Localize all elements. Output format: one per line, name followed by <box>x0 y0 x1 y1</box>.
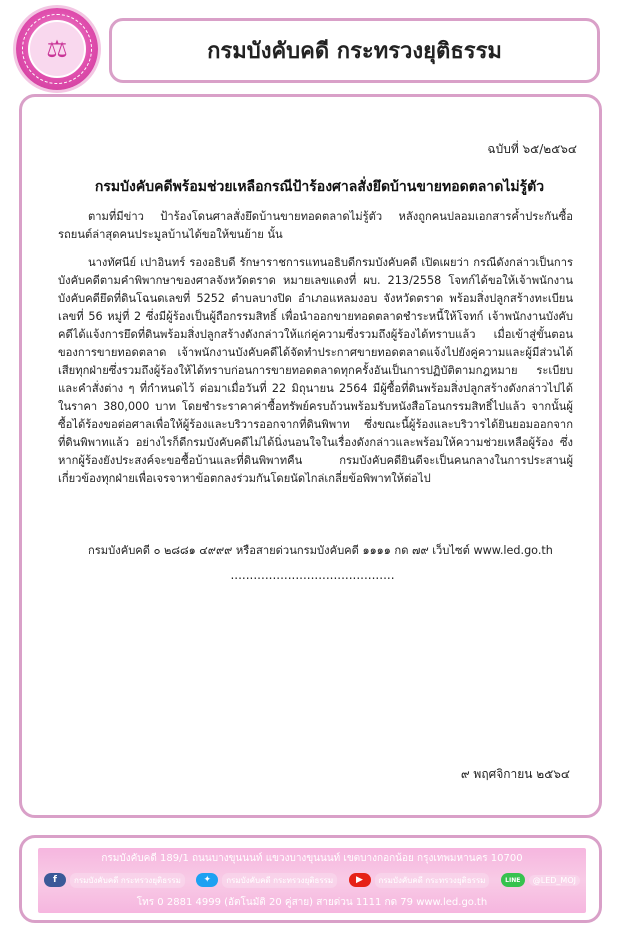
news-headline: กรมบังคับคดีพร้อมช่วยเหลือกรณีป้าร้องศาลสั่งยึดบ้านขายทอดตลาดไม่รู้ตัว <box>94 179 545 195</box>
line-icon: LINE <box>501 873 525 887</box>
document-number: ฉบับที่ ๖๕/๒๕๖๔ <box>487 142 577 156</box>
footer-contact: โทร 0 2881 4999 (อัตโนมัติ 20 คู่สาย) สายด่วน 1111 กด 79 www.led.go.th <box>136 897 488 908</box>
twitter-link[interactable] <box>196 873 337 888</box>
page-title: กรมบังคับคดี กระทรวงยุติธรรม <box>207 38 502 64</box>
social-row <box>44 868 580 892</box>
youtube-icon: ▶ <box>349 873 371 887</box>
department-logo <box>16 8 98 90</box>
facebook-icon: f <box>44 873 66 887</box>
paragraph-contact <box>58 542 573 560</box>
logo-ring <box>22 14 92 84</box>
paragraph-intro-text: ตามที่มีข่าว ป้าร้องโดนศาลสั่งยึดบ้านขายทอดตลาดไม่รู้ตัว หลังถูกคนปลอมเอกสารค้ำประกันซื้อรถยนต์ล่าสุดคนประมูลบ้านได้ขอให้ขนย้าย นั้น <box>58 210 573 241</box>
document-date: ๙ พฤศจิกายน ๒๕๖๔ <box>460 767 570 781</box>
logo-emblem-icon: ⚖ <box>28 20 86 78</box>
line-link[interactable] <box>501 873 580 887</box>
twitter-label: กรมบังคับคดี กระทรวงยุติธรรม <box>222 873 337 888</box>
paragraph-body <box>58 254 573 488</box>
footer-banner <box>38 848 586 913</box>
footer-address: กรมบังคับคดี 189/1 ถนนบางขุนนนท์ แขวงบางขุนนนท์ เขตบางกอกน้อย กรุงเทพมหานคร 10700 <box>101 853 523 864</box>
facebook-label: กรมบังคับคดี กระทรวงยุติธรรม <box>70 873 185 888</box>
separator-dots: ........................................... <box>230 568 395 582</box>
youtube-link[interactable] <box>349 873 490 888</box>
header-box <box>109 18 600 83</box>
paragraph-intro <box>58 208 573 244</box>
paragraph-contact-text: กรมบังคับคดี ๐ ๒๘๘๑ ๔๙๙๙ หรือสายด่วนกรมบังคับคดี ๑๑๑๑ กด ๗๙ เว็บไซต์ www.led.go.th <box>88 544 553 557</box>
youtube-label: กรมบังคับคดี กระทรวงยุติธรรม <box>375 873 490 888</box>
line-label: @LED_MOJ <box>529 875 580 886</box>
facebook-link[interactable] <box>44 873 185 888</box>
paragraph-body-text: นางทัศนีย์ เปาอินทร์ รองอธิบดี รักษาราชการแทนอธิบดีกรมบังคับคดี เปิดเผยว่า กรณีดังกล่าวเป็นการบังคับคดีตามคำพิพากษาของศาลจังหวัดตราด หมายเลขแดงที่ ผบ. 213/2558 โจทก์ได้ขอให้เจ้าพนักงานบังคับคดียึดที่ดินโฉนดเลขที่ 5252 ตำบลบางปิด อำเภอแหลมงอบ จังหวัดตราด พร้อมสิ่งปลูกสร้างทะเบียนเลขที่ 56 หมู่ที่ 2 ซึ่งมีผู้ร้องเป็นผู้ถือกรรมสิทธิ์ เพื่อนำออกขายทอดตลาดชำระหนี้ให้โจทก์ เจ้าพนักงานบังคับคดีได้แจ้งการยึดที่ดินพร้อมสิ่งปลูกสร้างดังกล่าวให้แก่คู่ความซึ่งรวมถึงผู้ร้องได้ทราบแล้ว เมื่อเข้าสู่ขั้นตอนของการขายทอดตลาด เจ้าพนักงานบังคับคดีได้จัดทำประกาศขายทอดตลาดแจ้งไปยังคู่ความและผู้มีส่วนได้เสียทุกฝ่ายซึ่งรวมถึงผู้ร้องให้ได้ทราบก่อนการขายทอดตลาดทุกครั้งอันเป็นการปฏิบัติตามกฎหมาย ระเบียบ และคำสั่งต่าง ๆ ที่กำหนดไว้ ต่อมาเมื่อวันที่ 22 มิถุนายน 2564 มีผู้ซื้อที่ดินพร้อมสิ่งปลูกสร้างดังกล่าวไปได้ในราคา 380,000 บาท โดยชำระราคาค่าซื้อทรัพย์ครบถ้วนพร้อมรับหนังสือโอนกรรมสิทธิ์ไปแล้ว จากนั้นผู้ซื้อได้ร้องขอต่อศาลเพื่อให้ผู้ร้องและบริวารออกจากที่ดินพิพาท ซึ่งขณะนี้ผู้ร้องและบริวารได้ยินยอมออกจากที่ดินพิพาทแล้ว อย่างไรก็ดีกรมบังคับคดีไม่ได้นิ่งนอนใจในเรื่องดังกล่าวและพร้อมให้ความช่วยเหลือผู้ร้อง ซึ่งหากผู้ร้องยังประสงค์จะขอซื้อบ้านและที่ดินพิพาทคืน กรมบังคับคดียินดีจะเป็นคนกลางในการประสานผู้เกี่ยวข้องทุกฝ่ายเพื่อเจรจาหาข้อตกลงร่วมกันโดยนัดไกล่เกลี่ยข้อพิพาทให้ต่อไป <box>58 256 573 485</box>
twitter-icon: ✦ <box>196 873 218 887</box>
